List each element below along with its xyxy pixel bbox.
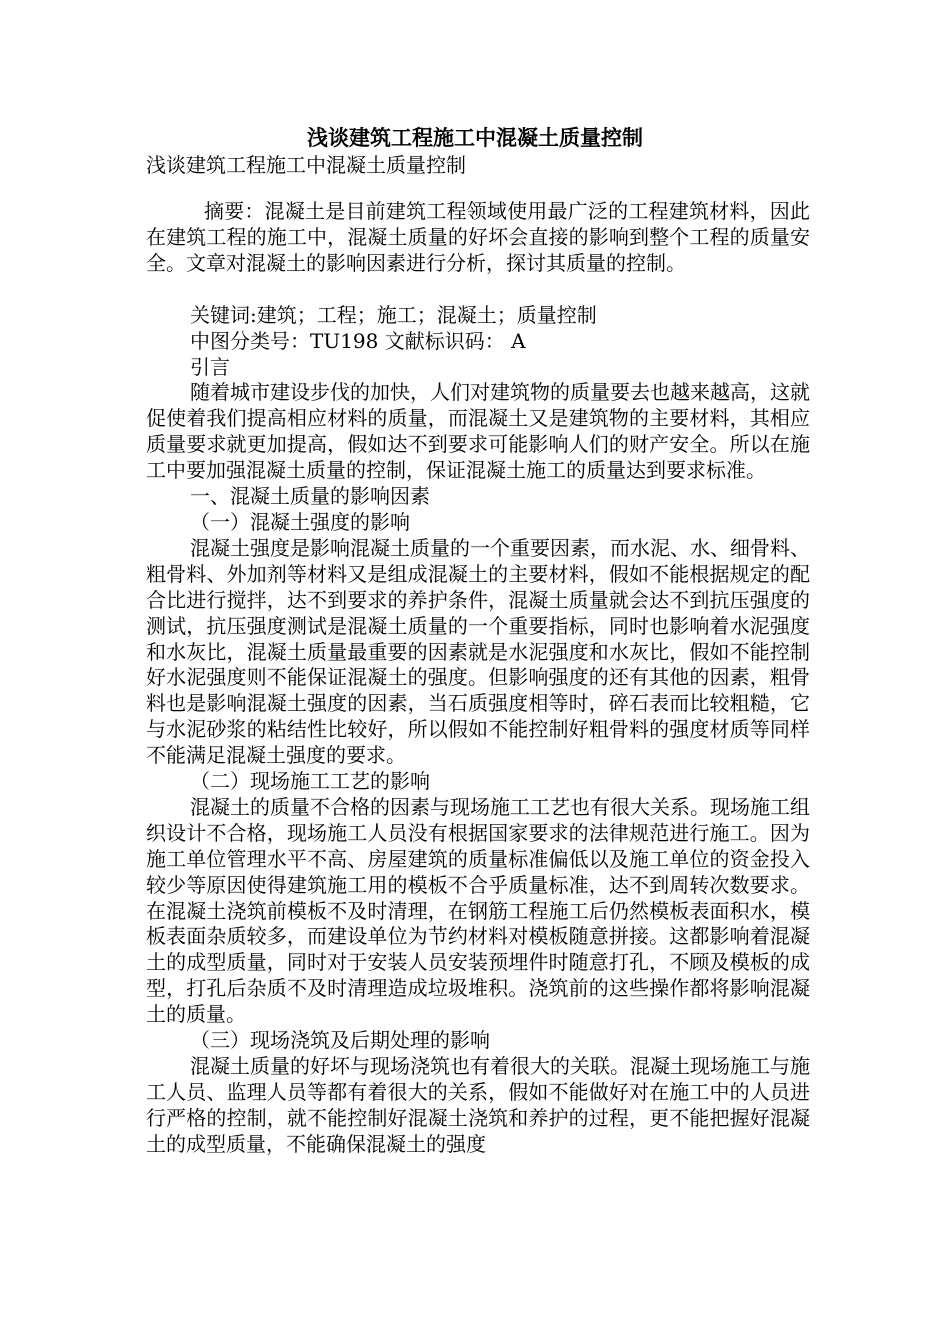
document-subtitle: 浅谈建筑工程施工中混凝土质量控制 <box>146 153 466 177</box>
abstract-paragraph: 摘要：混凝土是目前建筑工程领域使用最广泛的工程建筑材料，因此在建筑工程的施工中，混凝土质量的好坏会直接的影响到整个工程的质量安全。文章对混凝土的影响因素进行分析，探讨其质量的控制。 <box>146 199 810 275</box>
document-title: 浅谈建筑工程施工中混凝土质量控制 <box>307 125 643 150</box>
keywords-line: 关键词:建筑；工程；施工；混凝土；质量控制 <box>190 302 597 327</box>
subsection-heading-3: （三）现场浇筑及后期处理的影响 <box>190 1028 490 1053</box>
subsection-heading-1: （一）混凝土强度的影响 <box>190 509 410 534</box>
subsection-paragraph-1: 混凝土强度是影响混凝土质量的一个重要因素，而水泥、水、细骨料、粗骨料、外加剂等材料又是组成混凝土的主要材料，假如不能根据规定的配合比进行搅拌，达不到要求的养护条件，混凝土质量就会达不到抗压强度的测试，抗压强度测试是混凝土质量的一个重要指标，同时也影响着水泥强度和水灰比，混凝土质量最重要的因素就是水泥强度和水灰比，假如不能控制好水泥强度则不能保证混凝土的强度。但影响强度的还有其他的因素，粗骨料也是影响混凝土强度的因素，当石质强度相等时，碎石表而比较粗糙，它与水泥砂浆的粘结性比较好，所以假如不能控制好粗骨料的强度材质等同样不能满足混凝土强度的要求。 <box>146 535 810 768</box>
intro-heading: 引言 <box>190 354 230 379</box>
intro-paragraph: 随着城市建设步伐的加快，人们对建筑物的质量要去也越来越高，这就促使着我们提高相应材料的质量，而混凝土又是建筑物的主要材料，其相应质量要求就更加提高，假如达不到要求可能影响人们的财产安全。所以在施工中要加强混凝土质量的控制，保证混凝土施工的质量达到要求标准。 <box>146 380 810 483</box>
document-body <box>146 199 810 1158</box>
paragraph-gap <box>146 277 810 303</box>
subsection-paragraph-2: 混凝土的质量不合格的因素与现场施工工艺也有很大关系。现场施工组织设计不合格，现场施工人员没有根据国家要求的法律规范进行施工。因为施工单位管理水平不高、房屋建筑的质量标准偏低以及施工单位的资金投入较少等原因使得建筑施工用的模板不合乎质量标准，达不到周转次数要求。在混凝土浇筑前模板不及时清理，在钢筋工程施工后仍然模板表面积水，模板表面杂质较多，而建设单位为节约材料对模板随意拼接。这都影响着混凝土的成型质量，同时对于安装人员安装预埋件时随意打孔，不顾及模板的成型，打孔后杂质不及时清理造成垃圾堆积。浇筑前的这些操作都将影响混凝土的质量。 <box>146 794 810 1027</box>
classification-line: 中图分类号：TU198 文献标识码： A <box>190 328 526 353</box>
subsection-paragraph-3: 混凝土质量的好坏与现场浇筑也有着很大的关联。混凝土现场施工与施工人员、监理人员等都有着很大的关系，假如不能做好对在施工中的人员进行严格的控制，就不能控制好混凝土浇筑和养护的过程，更不能把握好混凝土的成型质量，不能确保混凝土的强度 <box>146 1054 810 1156</box>
section-heading: 一、混凝土质量的影响因素 <box>190 484 430 509</box>
subsection-heading-2: （二）现场施工工艺的影响 <box>190 769 430 794</box>
